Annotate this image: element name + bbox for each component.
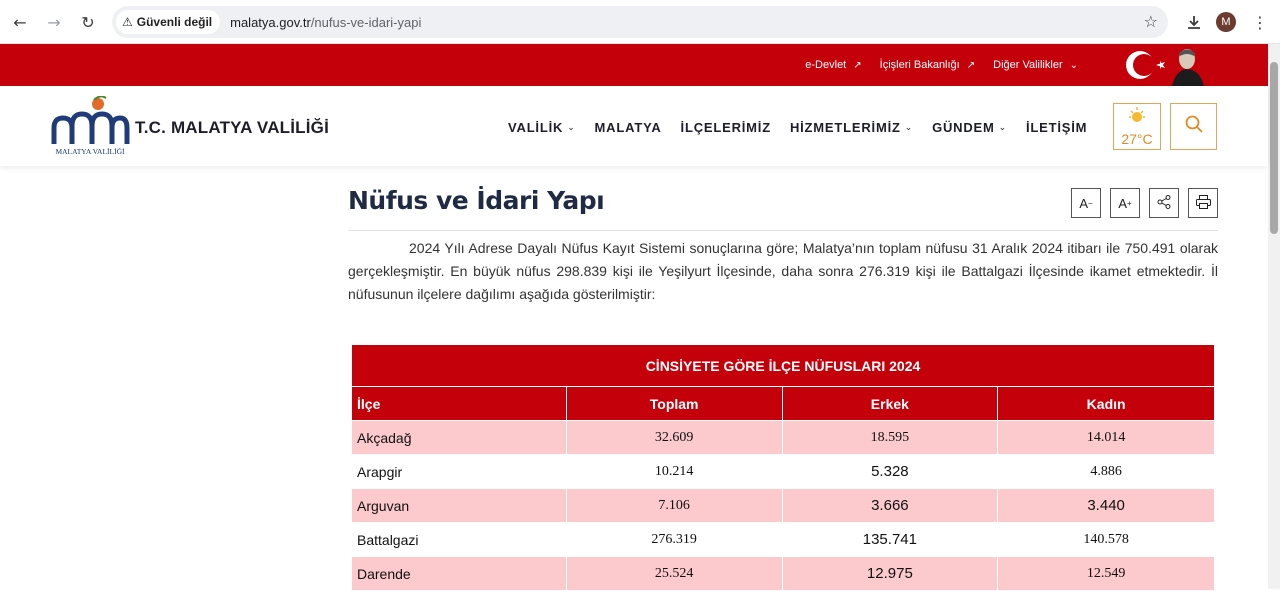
female-cell: 140.578 [998, 523, 1215, 557]
logo-text: MALATYA VALİLİĞİ [55, 147, 125, 156]
nav-item-hizmetlerimiz[interactable] [790, 120, 913, 135]
printer-icon [1196, 195, 1211, 212]
site-brand[interactable]: T.C. MALATYA VALİLİĞİ [135, 118, 330, 137]
sun-icon [1127, 107, 1147, 130]
total-cell: 276.319 [566, 523, 782, 557]
table-row [352, 421, 1215, 455]
nav-label: HİZMETLERİMİZ [789, 120, 901, 135]
print-button[interactable] [1188, 188, 1218, 218]
top-link-label: Diğer Valilikler [993, 59, 1063, 71]
url-host: malatya.gov.tr [230, 14, 311, 30]
page-title: Nüfus ve İdari Yapı [348, 186, 605, 215]
page-tools [1071, 188, 1218, 218]
external-link-icon: ↗ [966, 59, 976, 71]
nav-item-ilcelerimiz[interactable] [681, 120, 771, 135]
weather-widget[interactable] [1113, 103, 1161, 150]
nav-item-iletisim[interactable] [1026, 120, 1087, 135]
turkish-flag-ataturk-image [1120, 44, 1212, 86]
search-button[interactable] [1170, 103, 1217, 150]
nav-item-gundem[interactable] [932, 120, 1007, 135]
nav-label: İLETİŞİM [1026, 120, 1088, 135]
decrease-font-button[interactable]: A − [1071, 188, 1101, 218]
male-cell: 3.666 [782, 489, 998, 523]
bookmark-star-icon[interactable]: ☆ [1143, 12, 1158, 31]
nav-item-malatya[interactable] [595, 120, 662, 135]
total-cell: 10.214 [566, 455, 782, 489]
table-row [352, 455, 1215, 489]
top-bar [0, 44, 1268, 86]
top-link-e-devlet[interactable] [805, 59, 861, 71]
security-chip[interactable] [116, 10, 220, 34]
column-header: İlçe [352, 387, 567, 421]
chevron-down-icon: ⌄ [1069, 59, 1078, 71]
intro-paragraph: 2024 Yılı Adrese Dayalı Nüfus Kayıt Sistemi sonuçlarına göre; Malatya’nın toplam nüfusu 31 Aralık 2024 itibarı ile 750.491 olarak gerçekleşmiştir. En büyük nüfus 298.839 kişi ile Yeşilyurt İlçesinde, daha sonra 276.319 kişi ile Battalgazi İlçesinde ikamet etmektedir. İl nüfusunun ilçelere dağılımı aşağıda gösterilmiştir: [348, 240, 1218, 302]
external-link-icon: ↗ [853, 59, 862, 71]
search-icon [1185, 115, 1203, 138]
profile-avatar[interactable]: M [1216, 12, 1236, 32]
male-cell: 18.595 [782, 421, 998, 455]
top-link-diger-valilikler[interactable] [993, 59, 1078, 71]
site-header [0, 86, 1268, 166]
chevron-down-icon: ⌄ [998, 122, 1007, 133]
top-link-label: İçişleri Bakanlığı [879, 59, 960, 71]
back-icon[interactable]: ← [13, 12, 27, 32]
main-nav [508, 120, 1087, 135]
weather-temp: 27°C [1121, 130, 1153, 147]
female-cell: 12.549 [998, 557, 1215, 591]
total-cell: 32.609 [566, 421, 782, 455]
female-cell: 4.886 [998, 455, 1215, 489]
scrollbar-thumb[interactable] [1270, 62, 1278, 234]
chevron-down-icon: ⌄ [567, 122, 576, 133]
female-cell: 14.014 [998, 421, 1215, 455]
nav-label: VALİLİK [508, 120, 564, 135]
district-name: Battalgazi [352, 523, 567, 557]
population-table [351, 344, 1215, 591]
table-caption: CİNSİYETE GÖRE İLÇE NÜFUSLARI 2024 [352, 345, 1215, 387]
nav-item-valilik[interactable] [508, 120, 576, 135]
reload-icon[interactable]: ↻ [81, 12, 95, 32]
male-cell: 135.741 [782, 523, 998, 557]
nav-label: GÜNDEM [932, 120, 995, 135]
chevron-down-icon: ⌄ [904, 122, 914, 133]
column-header: Toplam [566, 387, 782, 421]
nav-label: İLÇELERİMİZ [680, 120, 771, 135]
browser-toolbar [0, 0, 1280, 44]
table-header-row [352, 387, 1215, 421]
district-name: Akçadağ [352, 421, 567, 455]
district-name: Darende [352, 557, 567, 591]
male-cell: 5.328 [782, 455, 998, 489]
forward-icon[interactable]: → [47, 12, 61, 32]
total-cell: 25.524 [566, 557, 782, 591]
url-text[interactable] [230, 15, 421, 30]
title-divider [348, 230, 1218, 231]
nav-label: MALATYA [594, 120, 662, 135]
column-header: Kadın [998, 387, 1215, 421]
increase-font-button[interactable]: A + [1110, 188, 1140, 218]
security-label: Güvenli değil [136, 15, 213, 29]
female-cell: 3.440 [998, 489, 1215, 523]
table-row [352, 557, 1215, 591]
top-link-label: e-Devlet [805, 59, 847, 71]
table-row [352, 489, 1215, 523]
top-link-icisleri[interactable] [880, 59, 975, 71]
total-cell: 7.106 [566, 489, 782, 523]
district-name: Arguvan [352, 489, 567, 523]
share-button[interactable] [1149, 188, 1179, 218]
column-header: Erkek [782, 387, 998, 421]
share-icon [1157, 195, 1171, 212]
table-row [352, 523, 1215, 557]
menu-icon[interactable]: ⋮ [1252, 12, 1268, 32]
download-icon[interactable] [1182, 10, 1206, 34]
male-cell: 12.975 [782, 557, 998, 591]
valilik-logo[interactable] [50, 96, 130, 158]
warning-icon: ⚠ [122, 15, 133, 29]
address-bar[interactable] [112, 6, 1168, 38]
district-name: Arapgir [352, 455, 567, 489]
url-path: /nufus-ve-idari-yapi [310, 14, 422, 30]
page-scrollbar[interactable] [1268, 44, 1280, 589]
